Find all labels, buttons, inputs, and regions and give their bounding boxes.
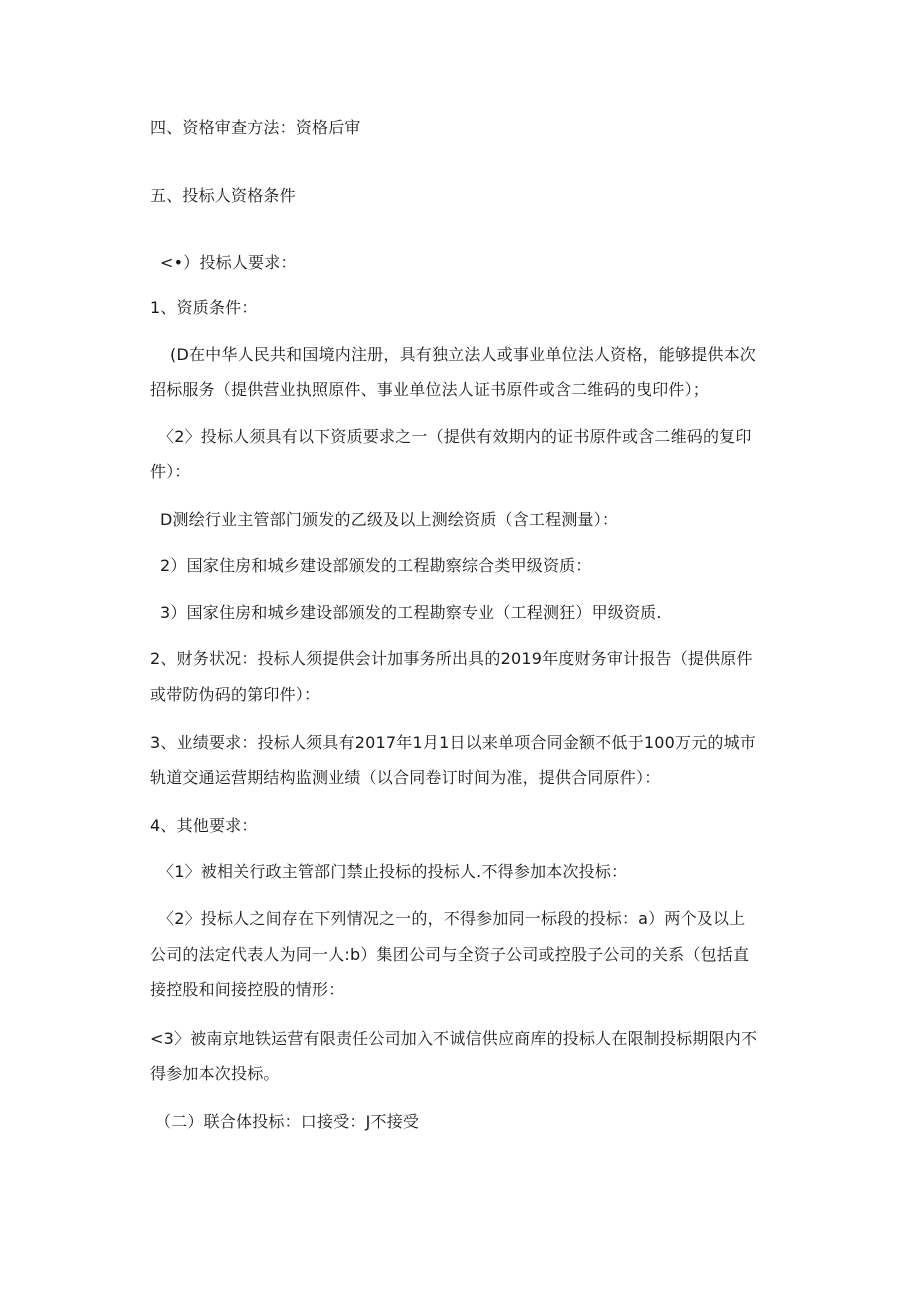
other-clause-2-line-3: 接控股和间接控股的情形： bbox=[150, 980, 345, 999]
section-four-heading: 四、资格审查方法：资格后审 bbox=[150, 118, 361, 137]
qualification-clause-1-line-1: (D在中华人民共和国境内注册，具有独立法人或事业单位法人资格，能够提供本次 bbox=[170, 345, 756, 364]
financial-status-line-2: 或带防伪码的第印件）： bbox=[150, 685, 321, 704]
qualification-clause-1-line-2: 招标服务（提供营业执照原件、事业单位法人证书原件或含二维码的曳印件）； bbox=[150, 380, 710, 399]
performance-line-2: 轨道交通运营期结构监测业绩（以合同卷订时间为准，提供合同原件）： bbox=[150, 768, 661, 787]
other-clause-2-line-2: 公司的法定代表人为同一人:b）集团公司与全资子公司或控股子公司的关系（包括直 bbox=[150, 945, 750, 964]
other-clause-2-line-1: 〈2〉投标人之间存在下列情况之一的，不得参加同一标段的投标：a）两个及以上 bbox=[158, 909, 746, 928]
financial-status-line-1: 2、财务状况：投标人须提供会计加事务所出具的2019年度财务审计报告（提供原件 bbox=[150, 649, 753, 668]
qualification-option-2: 2）国家住房和城乡建设部颁发的工程勘察综合类甲级资质： bbox=[160, 556, 592, 575]
other-clause-3-line-1: <3〉被南京地铁运营有限责任公司加入不诚信供应商库的投标人在限制投标期限内不 bbox=[150, 1029, 758, 1048]
other-clause-1: 〈1〉被相关行政主管部门禁止投标的投标人.不得参加本次投标： bbox=[158, 862, 628, 881]
section-five-heading: 五、投标人资格条件 bbox=[150, 186, 296, 205]
item-qualification-heading: 1、资质条件： bbox=[150, 298, 258, 317]
qualification-clause-2-line-2: 件）： bbox=[150, 462, 191, 481]
consortium-bidding-line: （二）联合体投标：口接受：J不接受 bbox=[155, 1112, 420, 1131]
subsection-one-heading: <•）投标人要求： bbox=[160, 253, 297, 272]
other-clause-3-line-2: 得参加本次投标。 bbox=[150, 1064, 280, 1083]
other-requirements-heading: 4、其他要求： bbox=[150, 816, 258, 835]
qualification-clause-2-line-1: 〈2〉投标人须具有以下资质要求之一（提供有效期内的证书原件或含二维码的复印 bbox=[158, 427, 752, 446]
qualification-option-1: D测绘行业主管部门颁发的乙级及以上测绘资质（含工程测量）： bbox=[160, 510, 619, 529]
performance-line-1: 3、业绩要求：投标人须具有2017年1月1日以来单项合同金额不低于100万元的城市 bbox=[150, 733, 756, 752]
qualification-option-3: 3）国家住房和城乡建设部颁发的工程勘察专业（工程测狂）甲级资质. bbox=[160, 603, 662, 622]
